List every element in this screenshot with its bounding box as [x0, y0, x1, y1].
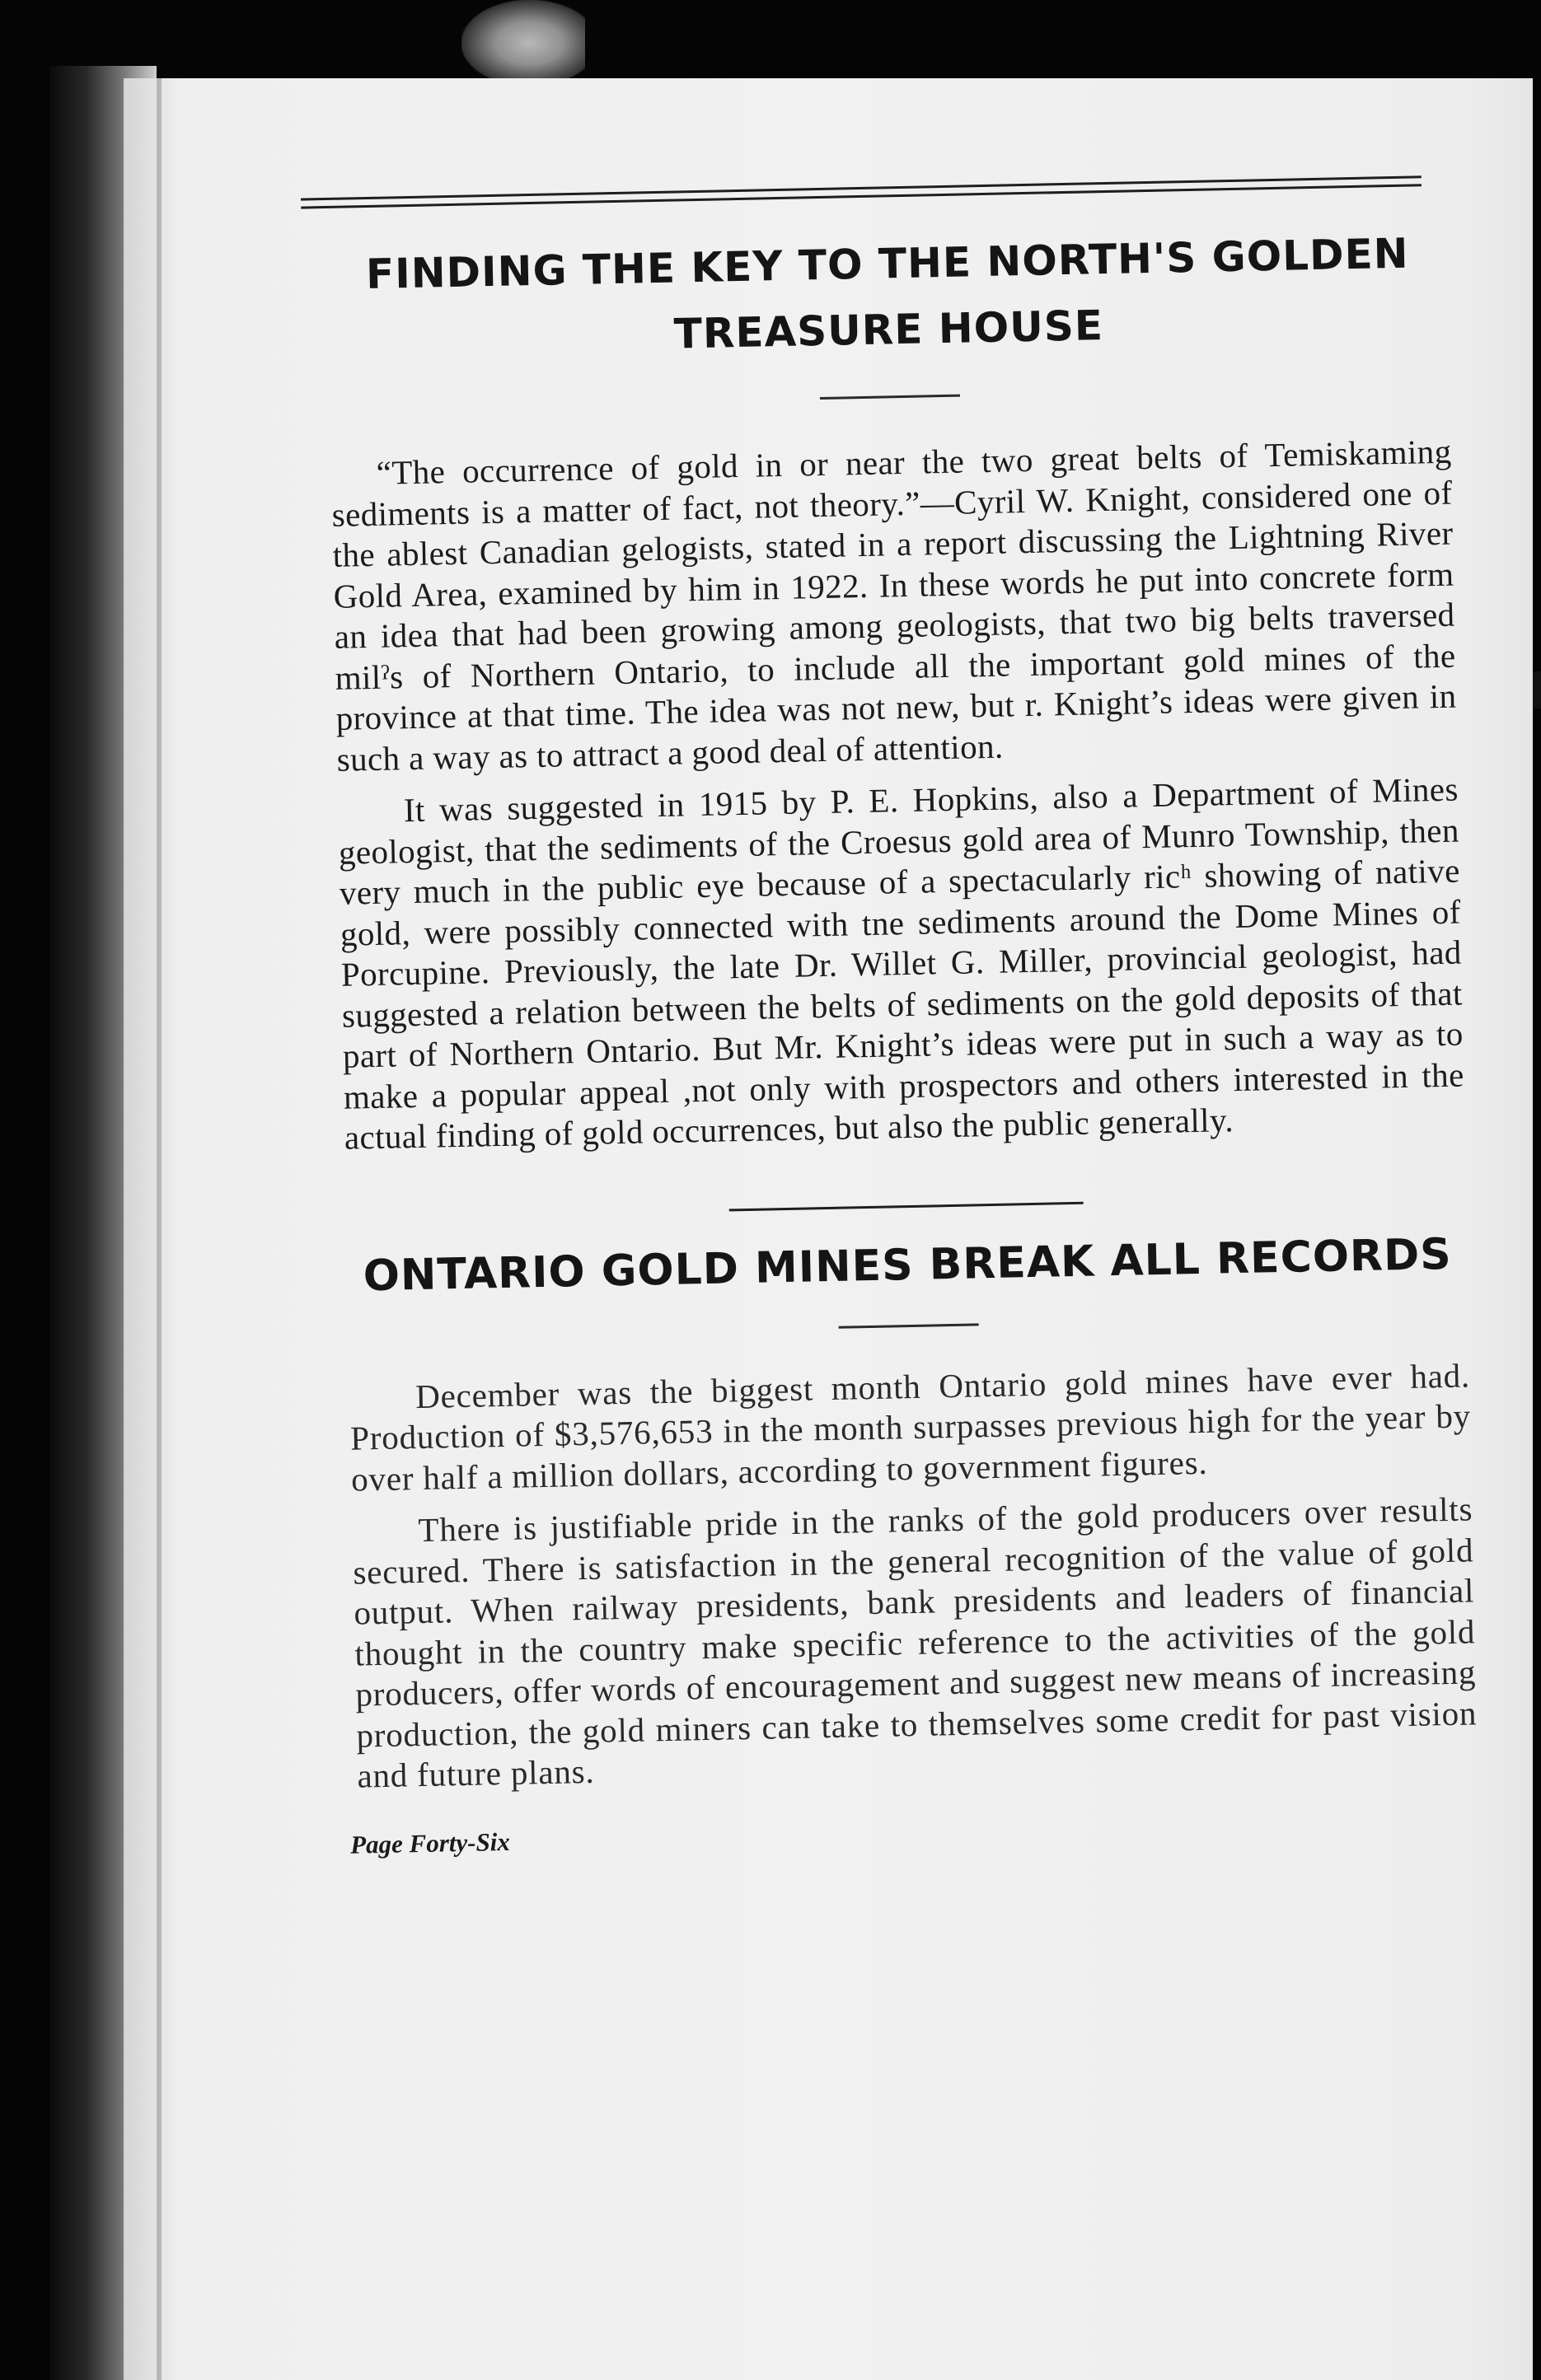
article-finding-the-key — [326, 220, 1465, 1159]
article-heading-line-1: FINDING THE KEY TO THE NORTH'S GOLDEN — [365, 229, 1410, 299]
article-body — [349, 1355, 1478, 1797]
article-heading: ONTARIO GOLD MINES BREAK ALL RECORDS — [363, 1229, 1453, 1301]
heading-divider — [820, 395, 960, 400]
article-heading-line-2: TREASURE HOUSE — [673, 302, 1104, 358]
article-body — [330, 432, 1465, 1159]
article-gold-mines-records — [346, 1221, 1478, 1797]
article-paragraph: December was the biggest month Ontario gold mines have ever had. Production of $3,576,653 in the month surpasses previous high for the year by over half a million dollars, according to government figures. — [349, 1355, 1472, 1499]
page-content — [326, 175, 1479, 1859]
section-divider — [729, 1201, 1084, 1211]
scan-debris-mark — [461, 0, 585, 78]
page-number: Page Forty-Six — [349, 1826, 511, 1859]
heading-divider — [839, 1323, 979, 1328]
article-paragraph: It was suggested in 1915 by P. E. Hopkins, also a Department of Mines geologist, that the sediments of the Croesus gold area of Munro Township, then very much in the public eye because of a spectacularly ricʰ showing of native gold, were possibly connected with tne sediments around the Dome Mines of Porcupine. Previously, the late Dr. Willet G. Miller, provincial geologist, had suggested a relation between the belts of sediments on the gold deposits of that part of Northern Ontario. But Mr. Knight’s ideas were put in such a way as to make a popular appeal ,not only with prospectors and others interested in the actual finding of gold occurrences, but also the public generally. — [338, 769, 1465, 1157]
article-paragraph: “The occurrence of gold in or near the two great belts of Temiskaming sediments is a matter of fact, not theory.”—Cyril W. Knight, considered one of the ablest Canadian gelogists, stated in a report discussing the Lightning River Gold Area, examined by him in 1922. In these words he put into concrete form an idea that had been growing among geologists, that two big belts traversed milˀs of Northern Ontario, to include all the important gold mines of the province at that time. The idea was not new, but r. Knight’s ideas were given in such a way as to attract a good deal of attention. — [331, 432, 1457, 779]
scan-edge-mark — [1533, 671, 1541, 708]
page-edge-line — [157, 78, 162, 2380]
article-paragraph: There is justifiable pride in the ranks of the gold producers over results secured. There is satisfaction in the general recognition of the value of gold output. When railway presidents, bank presidents and leaders of financial thought in the country make specific reference to the activities of the gold producers, offer words of encouragement and suggest new means of increasing production, the gold miners can take to themselves some credit for past vision and future plans. — [353, 1489, 1478, 1795]
